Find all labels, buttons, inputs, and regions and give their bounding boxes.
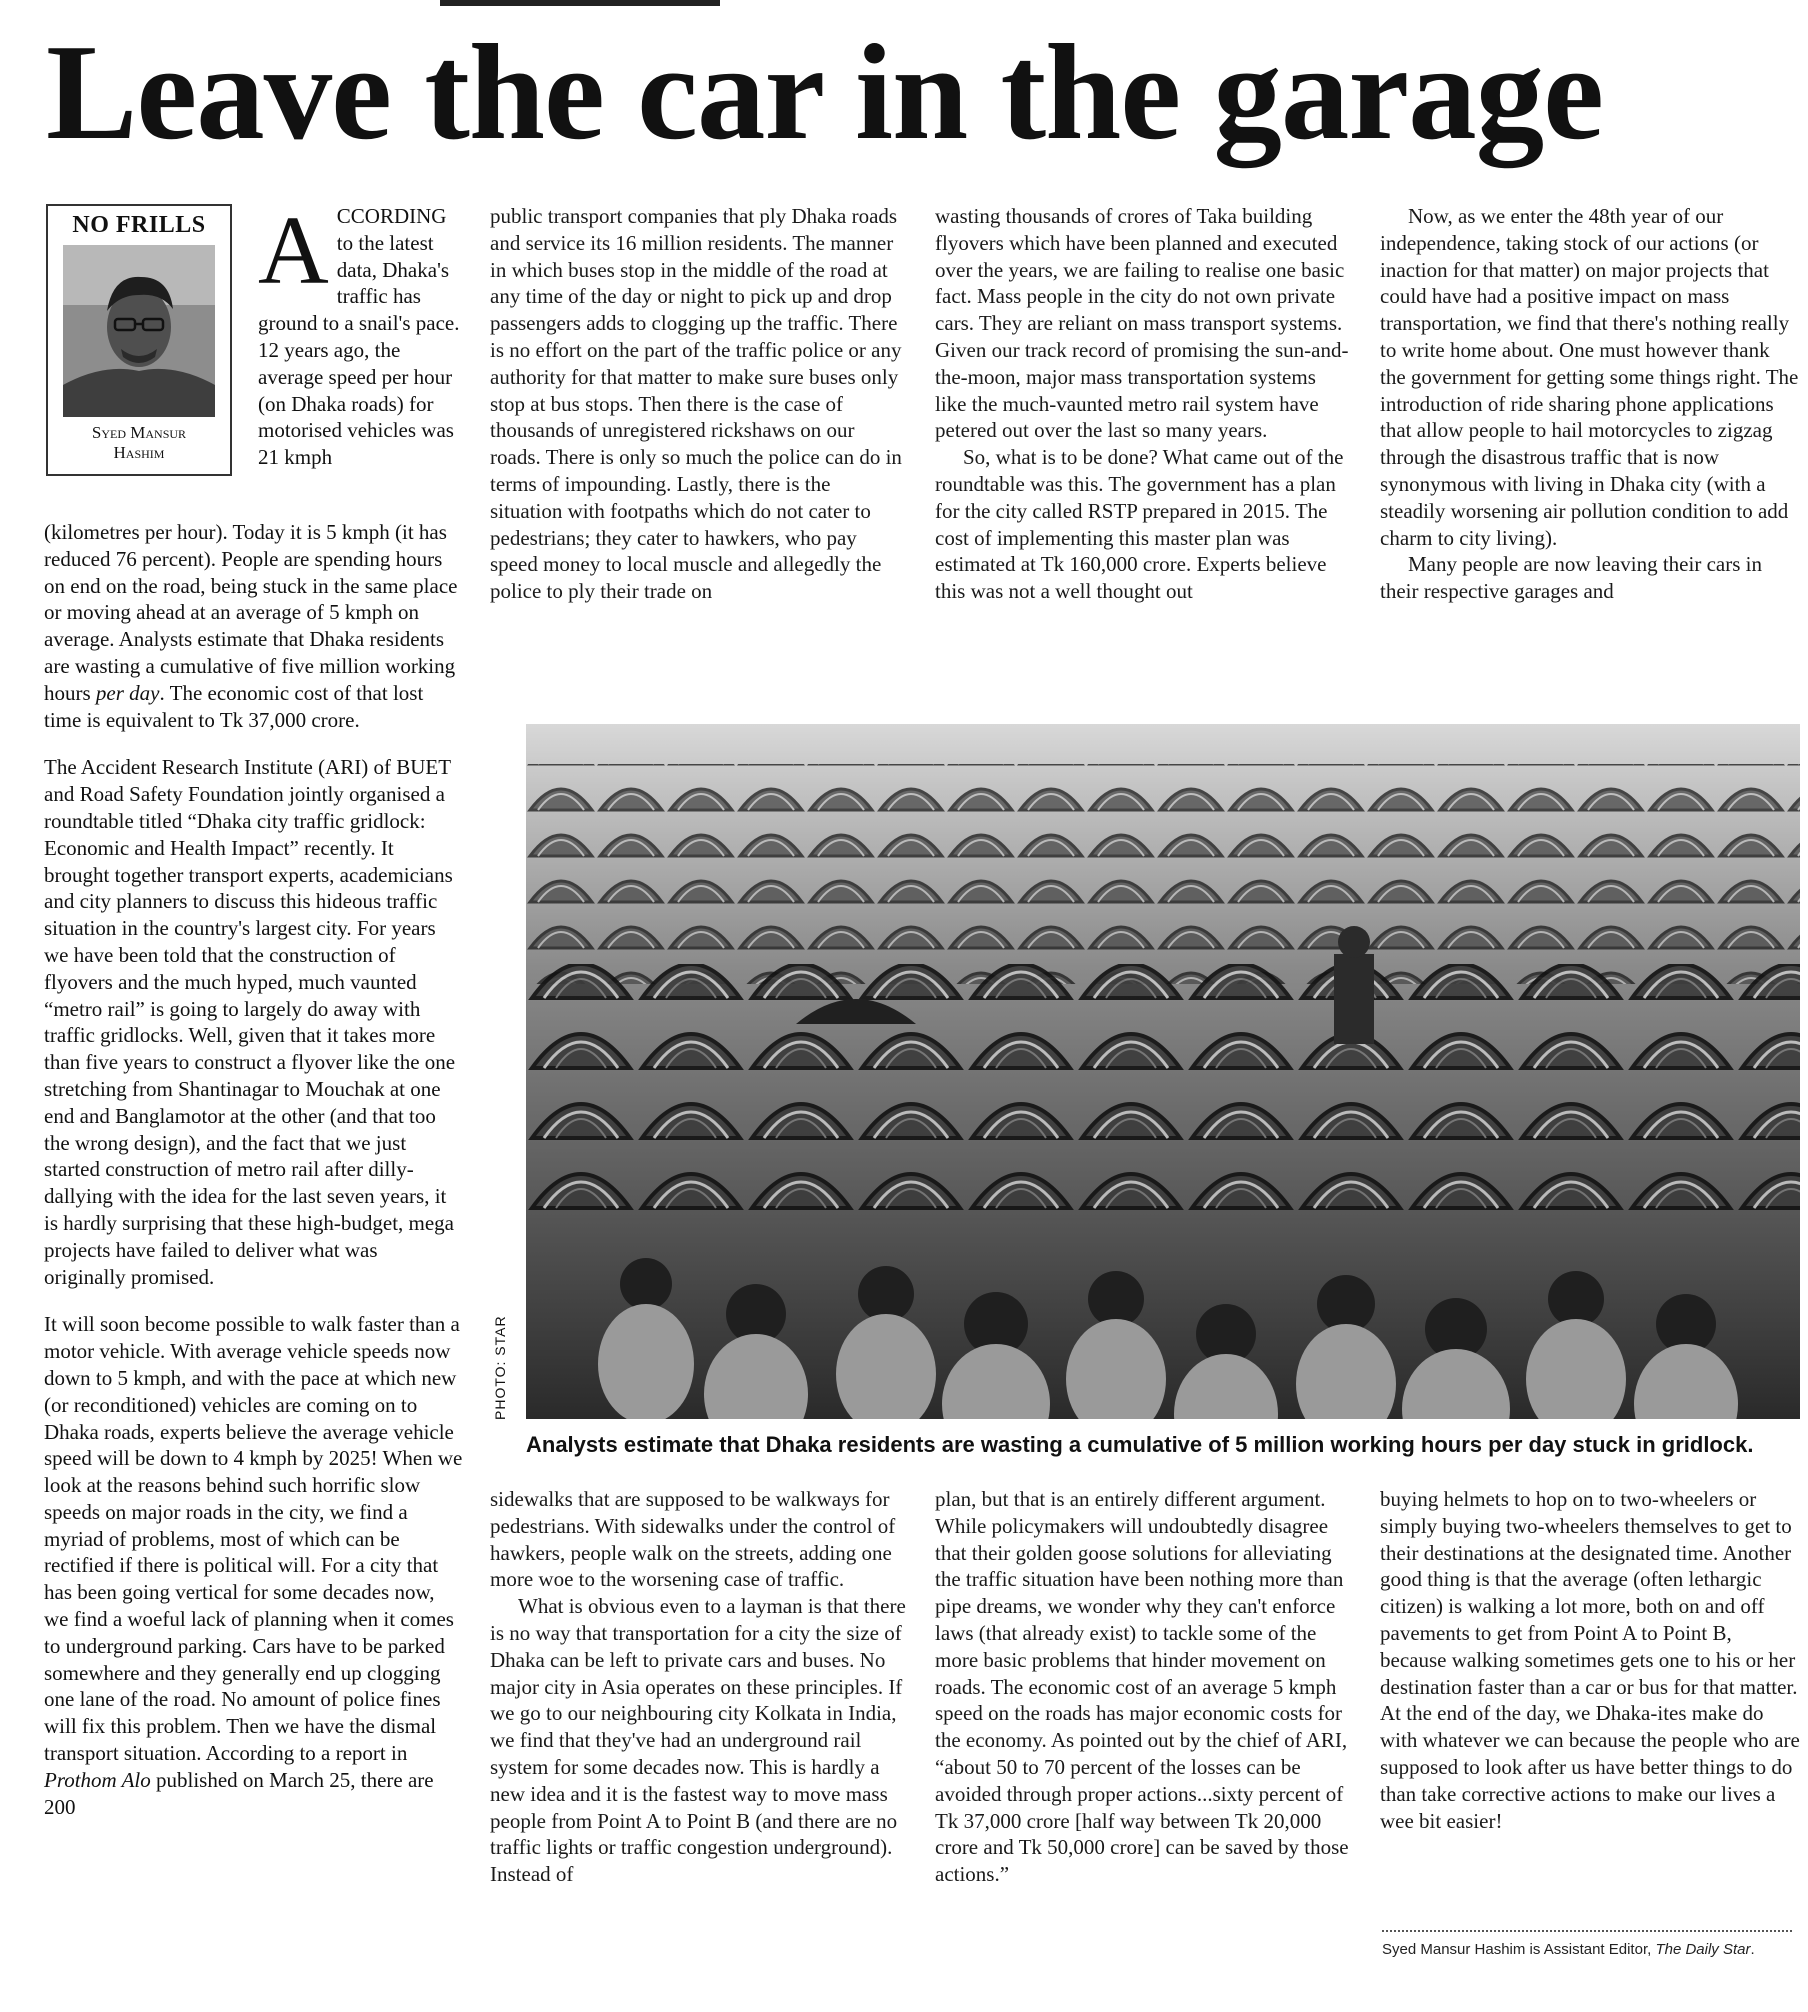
- bio-text: Syed Mansur Hashim is Assistant Editor,: [1382, 1941, 1656, 1958]
- bio-divider: [1382, 1930, 1792, 1932]
- c2-bottom-paragraph-2: What is obvious even to a layman is that there is no way that transportation for a city the size of Dhaka can be left to private cars and buses. No major city in Asia operates on these principles. If we go to our neighbouring city Kolkata in India, we find that they've had an underground rail system for some decades now. This is hardly a new idea and it is the fastest way to move mass people from Point A to Point B (and there are no traffic lights or traffic congestion underground). Instead of: [490, 1594, 906, 1887]
- headline: Leave the car in the garage: [46, 16, 1603, 168]
- c1-p1-italic: per day: [95, 680, 160, 705]
- c1-p1-text-a: (kilometres per hour). Today it is 5 kmph (it has reduced 76 percent). People are spending hours on end on the road, being stuck in the same place or moving ahead at an average of 5 kmph on average. Analysts estimate that Dhaka residents are wasting a cumulative of five million working hours: [44, 520, 458, 705]
- c1-paragraph-1: [44, 519, 464, 733]
- column-3-top: [935, 203, 1350, 605]
- column-1-body: [44, 498, 464, 1841]
- author-name-line-1: Syed Mansur: [91, 423, 187, 442]
- author-photo-icon: [63, 245, 215, 417]
- photo-credit: PHOTO: STAR: [492, 1315, 508, 1420]
- column-2-bottom: [490, 1486, 906, 1888]
- section-rule: [440, 0, 720, 6]
- c3-bottom-paragraph: plan, but that is an entirely different argument. While policymakers will undoubtedly disagree that their golden goose solutions for alleviating the traffic situation have been nothing more than pipe dreams, we wonder why they can't enforce laws (that already exist) to tackle some of the more basic problems that hinder movement on roads. The economic cost of an average 5 kmph speed on the roads has major economic costs for the economy. As pointed out by the chief of ARI, “about 50 to 70 percent of the losses can be avoided through proper actions...sixty percent of Tk 37,000 crore [half way between Tk 20,000 crore and Tk 50,000 crore] can be saved by those actions.”: [935, 1487, 1349, 1887]
- c1-p3-text-a: It will soon become possible to walk faster than a motor vehicle. With average vehicle speeds now down to 5 kmph, and with the pace at which new (or reconditioned) vehicles are coming on to Dhaka roads, experts believe the average vehicle speed will be down to 4 kmph by 2025! When we look at the reasons behind such horrific slow speeds on major roads in the city, we find a myriad of problems, most of which can be rectified if there is political will. For a city that has been going vertical for some decades now, we find a woeful lack of planning when it comes to underground parking. Cars have to be parked somewhere and they generally end up clogging one lane of the road. No amount of police fines will fix this problem. Then we have the dismal transport situation. According to a report in: [44, 1312, 463, 1766]
- c4-top-paragraph-1: Now, as we enter the 48th year of our independence, taking stock of our actions (or inaction for that matter) on major projects that could have had a positive impact on mass transportation, we find that there's nothing really to write home about. One must however thank the government for getting some things right. The introduction of ride sharing phone applications that allow people to hail motorcycles to zigzag through the disastrous traffic that is now synonymous with living in Dhaka city (with a steadily worsening air pollution condition to add charm to city living).: [1380, 204, 1799, 550]
- author-bio: [1382, 1940, 1792, 1959]
- photo-caption: Analysts estimate that Dhaka residents are wasting a cumulative of 5 million working hours per day stuck in gridlock.: [526, 1432, 1754, 1457]
- column-4-top: [1380, 203, 1800, 605]
- drop-cap: A: [258, 197, 329, 305]
- author-portrait: [63, 245, 215, 417]
- column-label: NO FRILLS: [72, 212, 206, 238]
- c1-p3-italic: Prothom Alo: [44, 1767, 151, 1792]
- c4-top-paragraph-2: Many people are now leaving their cars in their respective garages and: [1380, 552, 1762, 604]
- author-name: [48, 423, 230, 463]
- c3-top-paragraph-2: So, what is to be done? What came out of the roundtable was this. The government has a plan for the city called RSTP prepared in 2015. The cost of implementing this master plan was estimated at Tk 160,000 crore. Experts believe this was not a well thought out: [935, 445, 1344, 604]
- c1-paragraph-3: [44, 1311, 464, 1820]
- c3-top-paragraph-1: wasting thousands of crores of Taka building flyovers which have been planned and executed over the years, we are failing to realise one basic fact. Mass people in the city do not own private cars. They are reliant on mass transport systems. Given our track record of promising the sun-and-the-moon, major mass transportation systems like the much-vaunted metro rail system have petered out over the last so many years.: [935, 204, 1349, 443]
- column-3-bottom: [935, 1486, 1350, 1888]
- author-name-line-2: Hashim: [113, 443, 165, 462]
- intro-paragraph: [258, 197, 464, 471]
- rickshaw-traffic-photo: [526, 724, 1800, 1419]
- c4-bottom-paragraph: buying helmets to hop on to two-wheelers or simply buying two-wheelers themselves to get to their destinations at the designated time. Another good thing is that the average (often lethargic citizen) is walking a lot more, both on and off pavements to get from Point A to Point B, because walking sometimes gets one to his or her destination faster than a car or bus for that matter. At the end of the day, we Dhaka-ites make do with whatever we can because the people who are supposed to look after us have better things to do than take corrective actions to make our lives a wee bit easier!: [1380, 1487, 1800, 1833]
- intro-text: CCORDING to the latest data, Dhaka's traffic has ground to a snail's pace. 12 years ago, the average speed per hour (on Dhaka roads) for motorised vehicles was 21 kmph: [258, 204, 460, 470]
- byline-box: [46, 204, 232, 476]
- c2-bottom-paragraph-1: sidewalks that are supposed to be walkways for pedestrians. With sidewalks under the control of hawkers, people walk on the streets, adding one more woe to the worsening case of traffic.: [490, 1487, 896, 1592]
- c1-p3-text-b: published on March 25, there are 200: [44, 1767, 434, 1819]
- rickshaw-crowd-image-icon: [526, 724, 1800, 1419]
- c1-paragraph-2: The Accident Research Institute (ARI) of BUET and Road Safety Foundation jointly organised a roundtable titled “Dhaka city traffic gridlock: Economic and Health Impact” recently. It brought together transport experts, academicians and city planners to discuss this hideous traffic situation in the country's largest city. For years we have been told that the construction of flyovers and the much hyped, much vaunted “metro rail” is going to largely do away with traffic gridlocks. Well, given that it takes more than five years to construct a flyover like the one stretching from Shantinagar to Mouchak at one end and Banglamotor at the other (and that too the wrong design), and the fact that we just started construction of metro rail after dilly-dallying with the idea for the last seven years, it is hardly surprising that these high-budget, mega projects have failed to deliver what was originally promised.: [44, 755, 456, 1289]
- bio-publication: The Daily Star: [1655, 1941, 1751, 1958]
- bio-end: .: [1750, 1941, 1755, 1958]
- column-2-top: [490, 203, 906, 605]
- c1-p1-text-b: . The economic cost of that lost time is equivalent to Tk 37,000 crore.: [44, 680, 424, 732]
- column-4-bottom: [1380, 1486, 1800, 1834]
- c2-top-paragraph: public transport companies that ply Dhaka roads and service its 16 million residents. The manner in which buses stop in the middle of the road at any time of the day or night to pick up and drop passengers adds to clogging up the traffic. There is no effort on the part of the traffic police or any authority for that matter to make sure buses only stop at bus stops. Then there is the case of thousands of unregistered rickshaws on our roads. There is only so much the police can do in terms of impounding. Lastly, there is the situation with footpaths which do not cater to pedestrians; they cater to hawkers, who pay speed money to local muscle and allegedly the police to ply their trade on: [490, 204, 902, 604]
